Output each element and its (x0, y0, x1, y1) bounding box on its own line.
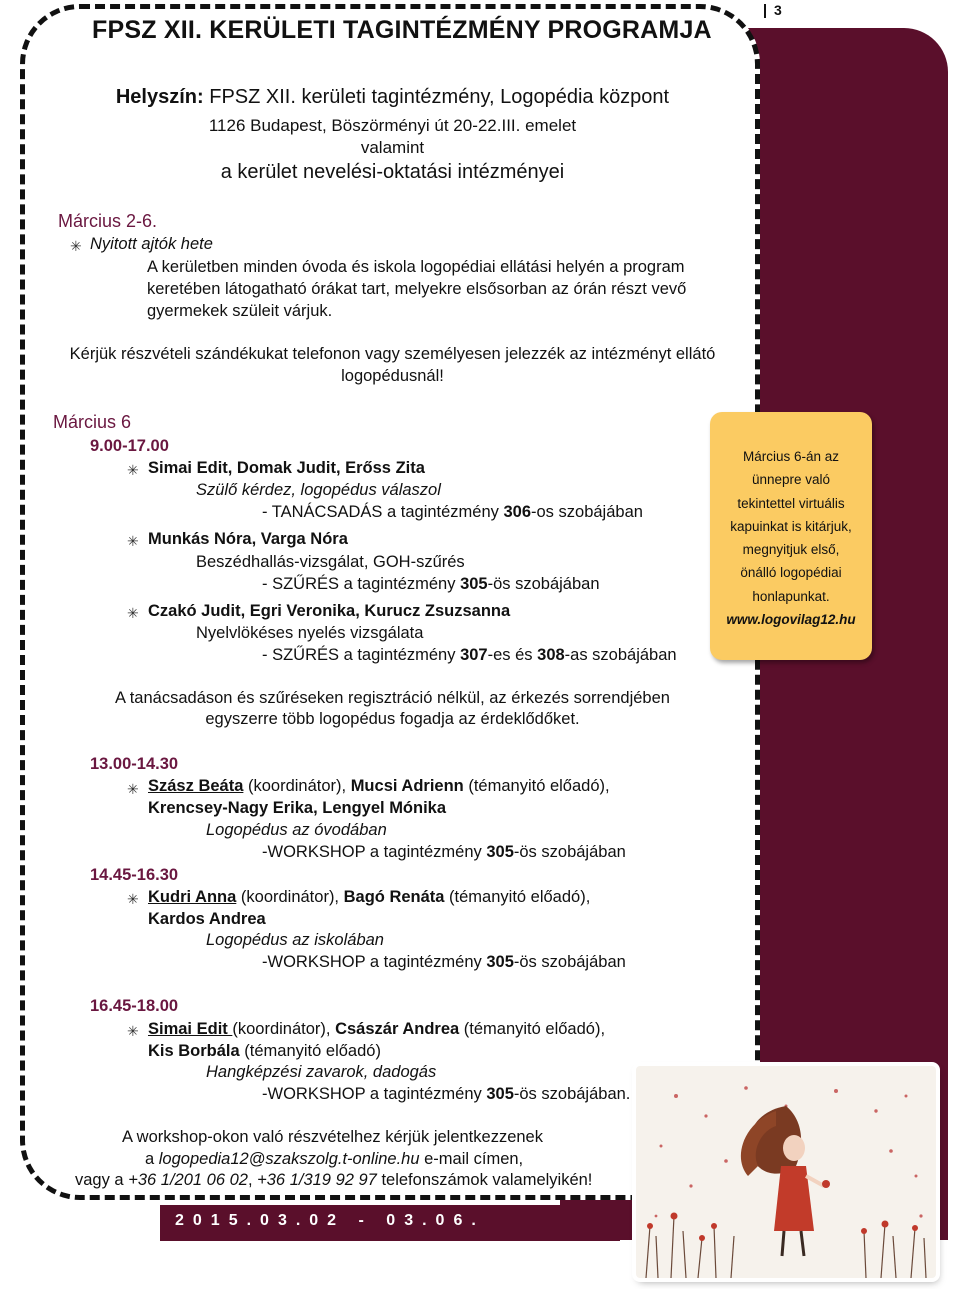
open-week-request-1: Kérjük részvételi szándékukat telefonon vagy személyesen jelezzék az intézményt ellátó (69, 345, 716, 363)
phone-1: +36 1/201 06 02 (128, 1171, 248, 1189)
item2-topic: Beszédhallás-vizsgálat, GOH-szűrés (196, 553, 465, 571)
workshop1-time: 13.00-14.30 (90, 755, 179, 773)
location-schools: a kerület nevelési-oktatási intézményei (220, 161, 565, 183)
item3-place: - SZŰRÉS a tagintézmény 307-es és 308-as szobájában (262, 646, 677, 664)
bullet-icon: ✳ (127, 605, 139, 621)
march6-date: Március 6 (53, 412, 132, 432)
phone-2: +36 1/319 92 97 (257, 1171, 377, 1189)
page-number: 3 (764, 2, 782, 18)
callout-line: megnyitjuk első, (742, 542, 840, 558)
march6-note-1: A tanácsadáson és szűréseken regisztráció nélkül, az érkezés sorrendjében (115, 689, 670, 707)
workshop3-time: 16.45-18.00 (90, 997, 179, 1015)
bullet-icon: ✳ (127, 533, 139, 549)
location-and: valamint (360, 138, 425, 157)
open-week-line-2: keretében látogatható órákat tart, melyekre elsősorban az órán részt vevő (147, 280, 687, 298)
workshop3-others: Kis Borbála (témanyitó előadó) (148, 1042, 381, 1060)
callout-line: tekintettel virtuális (737, 495, 845, 511)
open-week-heading: Nyitott ajtók hete (90, 235, 213, 253)
callout-line: önálló logopédiai (740, 565, 842, 581)
item3-topic: Nyelvlökéses nyelés vizsgálata (196, 624, 424, 642)
bullet-icon: ✳ (70, 238, 82, 254)
item3-names: Czakó Judit, Egri Veronika, Kurucz Zsuzsanna (148, 602, 511, 620)
march6-note-2: egyszerre több logopédus fogadja az érdeklődőket. (205, 710, 580, 728)
workshop3-people: Simai Edit (koordinátor), Császár Andrea (témanyitó előadó), (148, 1020, 606, 1038)
website-callout (710, 412, 872, 660)
workshop3-topic: Hangképzési zavarok, dadogás (206, 1063, 437, 1081)
girl-illustration (636, 1066, 936, 1278)
march6-time: 9.00-17.00 (90, 437, 169, 455)
page-title: FPSZ XII. KERÜLETI TAGINTÉZMÉNY PROGRAMJA (92, 16, 712, 44)
workshop3-place: -WORKSHOP a tagintézmény 305-ös szobájában. (262, 1085, 631, 1103)
item2-place: - SZŰRÉS a tagintézmény 305-ös szobájában (262, 575, 600, 593)
location-label: Helyszín: (115, 86, 204, 108)
open-week-line-3: gyermekek szüleit várjuk. (147, 302, 333, 320)
website-url[interactable]: www.logovilag12.hu (726, 612, 856, 628)
registration-line-2: a logopedia12@szakszolg.t-online.hu e-mail címen, (145, 1150, 524, 1168)
workshop2-place: -WORKSHOP a tagintézmény 305-ös szobájában (262, 953, 626, 971)
callout-line: ünnepre való (751, 472, 831, 488)
date-range: 2015.03.02 - 03.06. (175, 1212, 485, 1229)
workshop2-people: Kudri Anna (koordinátor), Bagó Renáta (témanyitó előadó), (148, 888, 591, 906)
workshop1-topic: Logopédus az óvodában (206, 821, 387, 839)
workshop2-time: 14.45-16.30 (90, 866, 179, 884)
open-week-line-1: A kerületben minden óvoda és iskola logopédiai ellátási helyén a program (147, 258, 685, 276)
item1-place: - TANÁCSADÁS a tagintézmény 306-os szobájában (262, 503, 643, 521)
workshop1-others: Krencsey-Nagy Erika, Lengyel Mónika (148, 799, 447, 817)
bullet-icon: ✳ (127, 1023, 139, 1039)
callout-line: kapuinkat is kitárjuk, (730, 518, 852, 534)
workshop1-people: Szász Beáta (koordinátor), Mucsi Adrienn (témanyitó előadó), (148, 777, 610, 795)
item1-names: Simai Edit, Domak Judit, Erőss Zita (148, 459, 425, 477)
bullet-icon: ✳ (127, 781, 139, 797)
location-line (60, 86, 725, 109)
bullet-icon: ✳ (127, 462, 139, 478)
location-address: 1126 Budapest, Böszörményi út 20-22.III. emelet (208, 116, 577, 135)
bullet-icon: ✳ (127, 891, 139, 907)
open-week-date: Március 2-6. (58, 211, 158, 231)
location-name: FPSZ XII. kerületi tagintézmény, Logopédia központ (203, 86, 670, 108)
email-link[interactable]: logopedia12@szakszolg.t-online.hu (158, 1150, 420, 1168)
open-week-request-2: logopédusnál! (341, 367, 444, 385)
item1-topic: Szülő kérdez, logopédus válaszol (196, 481, 441, 499)
workshop2-topic: Logopédus az iskolában (206, 931, 384, 949)
registration-line-1: A workshop-okon való részvételhez kérjük jelentkezzenek (122, 1128, 543, 1146)
workshop1-place: -WORKSHOP a tagintézmény 305-ös szobájában (262, 843, 626, 861)
registration-line-3: vagy a +36 1/201 06 02, +36 1/319 92 97 telefonszámok valamelyikén! (75, 1171, 593, 1189)
callout-line: Március 6-án az (742, 449, 840, 464)
workshop2-others: Kardos Andrea (148, 910, 266, 928)
item2-names: Munkás Nóra, Varga Nóra (148, 530, 348, 548)
callout-line: honlapunkat. (752, 588, 830, 604)
